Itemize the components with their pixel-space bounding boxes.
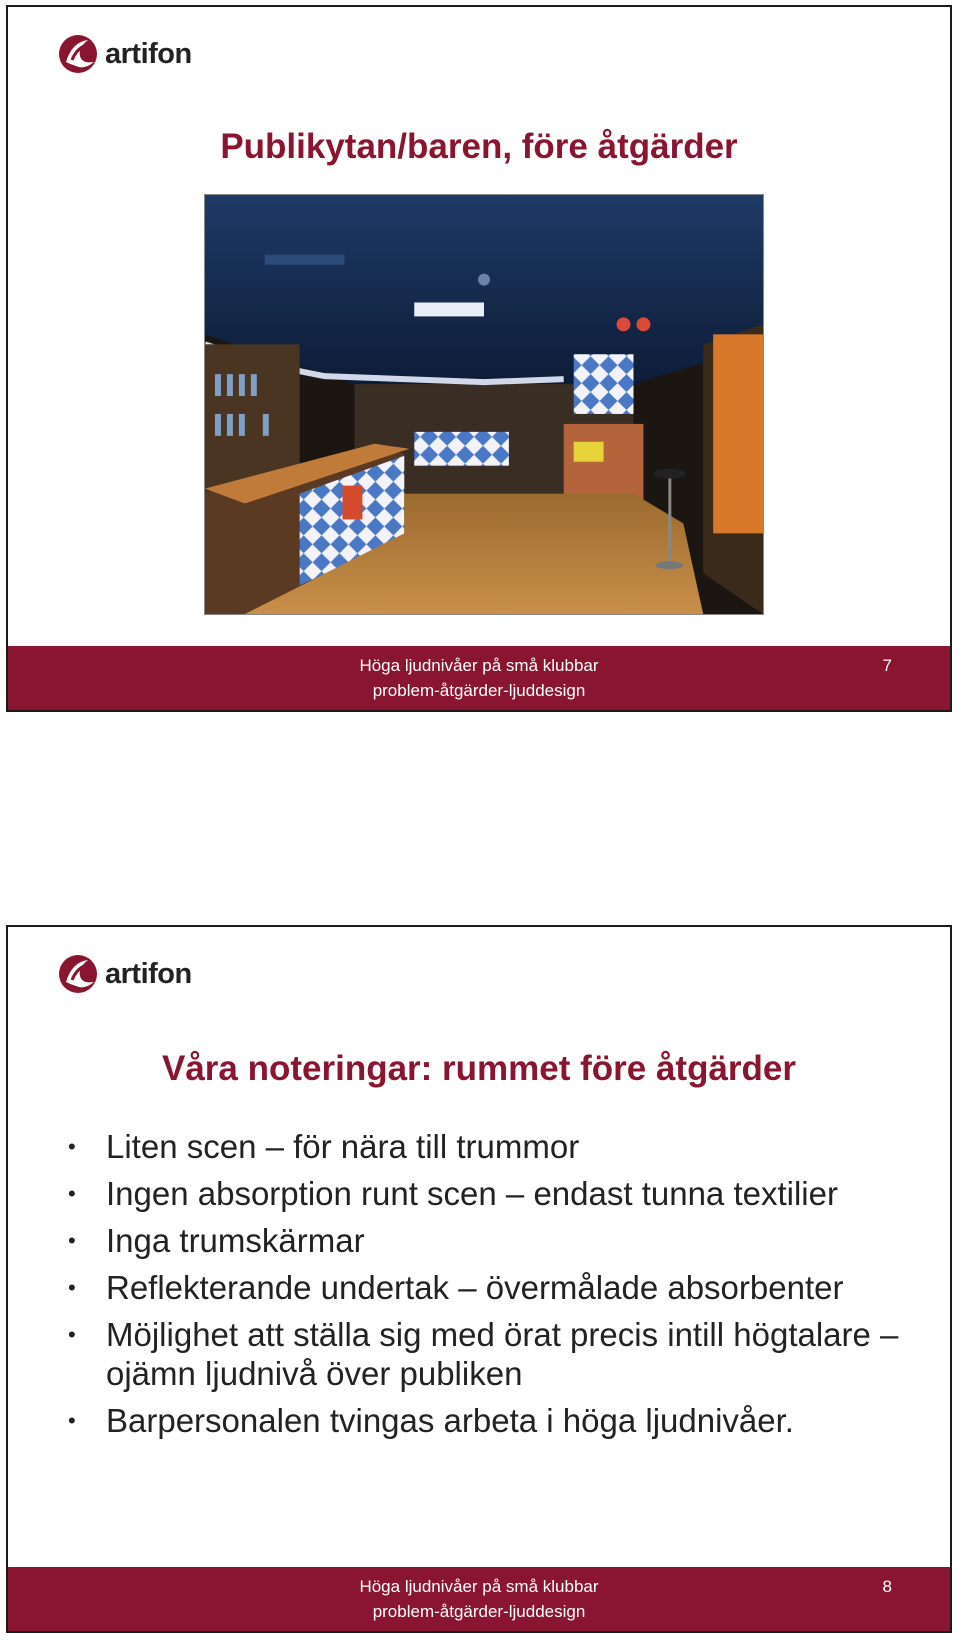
page-number: 7 (882, 656, 892, 675)
footer-title: Höga ljudnivåer på små klubbar (359, 656, 599, 675)
artifon-logo (58, 32, 192, 76)
footer-subtitle: problem-åtgärder-ljuddesign (372, 1602, 586, 1621)
slide-title: Våra noteringar: rummet före åtgärder (161, 1049, 797, 1088)
slide-7 (6, 5, 952, 712)
list-item: • Liten scen – för nära till trummor (68, 1127, 928, 1166)
list-item: • Möjlighet att ställa sig med örat precis intill högtalare – ojämn ljudnivå över publiken (68, 1315, 928, 1393)
footer-title: Höga ljudnivåer på små klubbar (359, 1577, 599, 1596)
artifon-logo-icon (58, 952, 102, 996)
slide-8 (6, 925, 952, 1633)
notes-list (68, 1127, 928, 1448)
logo-text: artifon (105, 37, 192, 70)
footer-subtitle: problem-åtgärder-ljuddesign (372, 681, 586, 700)
artifon-logo-icon (58, 32, 102, 76)
bar-room-photo (204, 194, 764, 615)
slide-title: Publikytan/baren, före åtgärder (220, 127, 738, 166)
list-item: • Reflekterande undertak – övermålade absorbenter (68, 1268, 928, 1307)
logo-text: artifon (105, 957, 192, 990)
slide-footer (8, 1567, 950, 1631)
list-item: • Ingen absorption runt scen – endast tunna textilier (68, 1174, 928, 1213)
page-number: 8 (882, 1577, 892, 1596)
list-item: • Inga trumskärmar (68, 1221, 928, 1260)
list-item: • Barpersonalen tvingas arbeta i höga ljudnivåer. (68, 1401, 928, 1440)
artifon-logo (58, 952, 192, 996)
slide-footer (8, 646, 950, 710)
